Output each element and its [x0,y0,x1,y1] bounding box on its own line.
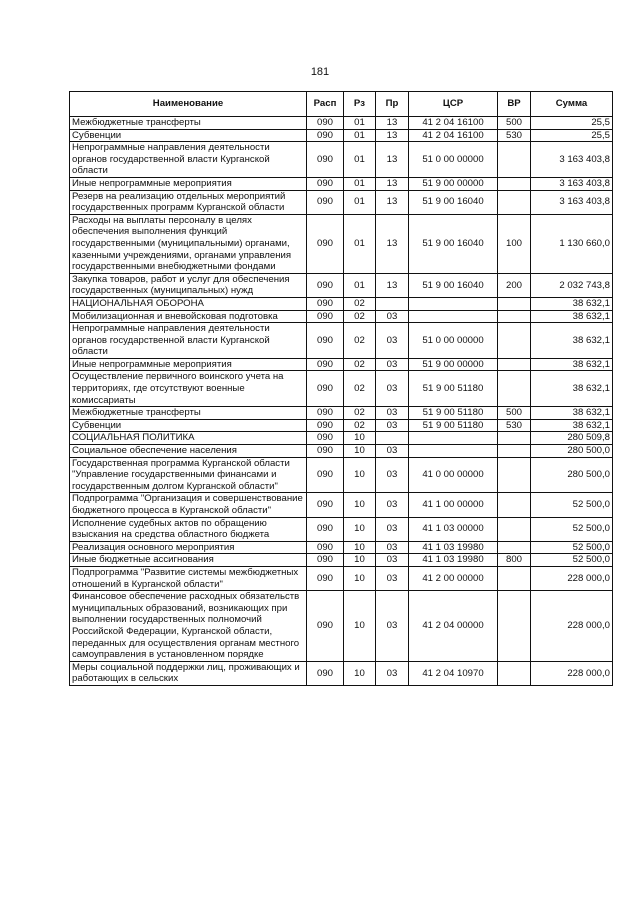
table-header-row [70,92,613,117]
cell-csr: 41 2 04 00000 [409,591,498,662]
cell-name: Иные непрограммные мероприятия [70,177,307,190]
cell-csr: 51 0 00 00000 [409,142,498,178]
cell-rasp: 090 [307,142,344,178]
cell-name: Межбюджетные трансферты [70,407,307,420]
cell-pr: 03 [376,371,409,407]
cell-vr [498,445,531,458]
cell-csr: 51 9 00 51180 [409,419,498,432]
cell-sum: 52 500,0 [531,517,613,541]
cell-sum: 280 500,0 [531,445,613,458]
cell-name: Непрограммные направления деятельности органов государственной власти Курганской области [70,323,307,359]
cell-name: Подпрограмма "Развитие системы межбюджетных отношений в Курганской области" [70,566,307,590]
cell-vr [498,323,531,359]
cell-sum: 38 632,1 [531,419,613,432]
cell-vr [498,661,531,685]
cell-vr [498,297,531,310]
cell-rz: 02 [344,419,376,432]
cell-name: Государственная программа Курганской области "Управление государственными финансами и государственным долгом Курганской области" [70,457,307,493]
cell-vr [498,493,531,517]
cell-rz: 10 [344,554,376,567]
cell-csr [409,445,498,458]
cell-rz: 01 [344,190,376,214]
table-row [70,129,613,142]
cell-vr [498,190,531,214]
cell-vr [498,177,531,190]
cell-rz: 01 [344,142,376,178]
cell-rz: 02 [344,371,376,407]
cell-csr: 41 2 04 10970 [409,661,498,685]
table-row [70,541,613,554]
table-row [70,493,613,517]
cell-vr [498,517,531,541]
cell-sum: 2 032 743,8 [531,273,613,297]
cell-rz: 10 [344,517,376,541]
cell-rz: 02 [344,323,376,359]
cell-sum: 228 000,0 [531,566,613,590]
cell-csr: 41 1 00 00000 [409,493,498,517]
cell-rasp: 090 [307,407,344,420]
table-row [70,142,613,178]
cell-rz: 02 [344,310,376,323]
cell-name: Иные непрограммные мероприятия [70,358,307,371]
cell-pr [376,297,409,310]
cell-rasp: 090 [307,541,344,554]
table-row [70,190,613,214]
page-number: 181 [310,66,330,78]
cell-csr: 51 9 00 51180 [409,371,498,407]
cell-name: Расходы на выплаты персоналу в целях обеспечения выполнения функций государственными (муниципальными) органами, казенными учреждениями, органами управления государственными внебюджетными фондами [70,214,307,273]
cell-pr: 03 [376,358,409,371]
cell-vr: 100 [498,214,531,273]
table-row [70,419,613,432]
cell-name: Мобилизационная и вневойсковая подготовка [70,310,307,323]
cell-vr: 530 [498,129,531,142]
cell-sum: 280 509,8 [531,432,613,445]
header-vr: ВР [498,92,531,117]
cell-sum: 3 163 403,8 [531,190,613,214]
cell-name: Резерв на реализацию отдельных мероприятий государственных программ Курганской области [70,190,307,214]
cell-name: Подпрограмма "Организация и совершенствование бюджетного процесса в Курганской области" [70,493,307,517]
cell-pr: 03 [376,554,409,567]
table-row [70,517,613,541]
cell-sum: 38 632,1 [531,323,613,359]
cell-vr: 500 [498,407,531,420]
cell-pr: 03 [376,457,409,493]
cell-rasp: 090 [307,297,344,310]
table-row [70,554,613,567]
cell-name: Меры социальной поддержки лиц, проживающих и работающих в сельских [70,661,307,685]
table-row [70,310,613,323]
cell-vr [498,371,531,407]
cell-vr: 500 [498,117,531,130]
cell-csr [409,432,498,445]
cell-rz: 10 [344,493,376,517]
cell-pr: 03 [376,591,409,662]
cell-csr: 51 9 00 00000 [409,177,498,190]
cell-name: Реализация основного мероприятия [70,541,307,554]
cell-sum: 38 632,1 [531,310,613,323]
table-row [70,177,613,190]
cell-rz: 10 [344,661,376,685]
table-row [70,117,613,130]
cell-vr [498,541,531,554]
cell-sum: 3 163 403,8 [531,177,613,190]
cell-rasp: 090 [307,310,344,323]
cell-rz: 02 [344,297,376,310]
cell-csr: 41 2 04 16100 [409,117,498,130]
cell-pr: 13 [376,214,409,273]
cell-name: Субвенции [70,129,307,142]
cell-pr: 13 [376,190,409,214]
header-sum: Сумма [531,92,613,117]
cell-name: Финансовое обеспечение расходных обязательств муниципальных образований, возникающих при выполнении государственных полномочий Российской Федерации, Курганской области, переданных для осуществления органам местного самоуправления в установленном порядке [70,591,307,662]
cell-rasp: 090 [307,661,344,685]
cell-rz: 02 [344,407,376,420]
cell-csr: 41 2 00 00000 [409,566,498,590]
cell-rz: 10 [344,445,376,458]
cell-csr: 51 9 00 00000 [409,358,498,371]
cell-sum: 1 130 660,0 [531,214,613,273]
cell-sum: 228 000,0 [531,591,613,662]
cell-vr: 530 [498,419,531,432]
cell-sum: 25,5 [531,129,613,142]
cell-name: Иные бюджетные ассигнования [70,554,307,567]
cell-rasp: 090 [307,190,344,214]
cell-csr: 41 2 04 16100 [409,129,498,142]
cell-rz: 02 [344,358,376,371]
cell-csr: 41 1 03 19980 [409,554,498,567]
cell-pr: 03 [376,310,409,323]
header-name: Наименование [70,92,307,117]
cell-csr: 51 9 00 51180 [409,407,498,420]
cell-rasp: 090 [307,445,344,458]
cell-rz: 01 [344,117,376,130]
table-row [70,566,613,590]
cell-sum: 38 632,1 [531,371,613,407]
cell-rasp: 090 [307,177,344,190]
cell-pr: 03 [376,445,409,458]
cell-vr [498,432,531,445]
cell-rasp: 090 [307,554,344,567]
cell-rasp: 090 [307,517,344,541]
cell-pr: 03 [376,323,409,359]
cell-vr [498,142,531,178]
cell-rasp: 090 [307,214,344,273]
cell-pr: 13 [376,177,409,190]
cell-sum: 280 500,0 [531,457,613,493]
cell-rasp: 090 [307,358,344,371]
cell-rasp: 090 [307,371,344,407]
cell-vr [498,310,531,323]
cell-pr: 03 [376,517,409,541]
budget-table [69,91,613,686]
table-row [70,323,613,359]
cell-vr: 200 [498,273,531,297]
table-row [70,297,613,310]
cell-pr: 03 [376,566,409,590]
cell-pr: 13 [376,117,409,130]
cell-rz: 10 [344,566,376,590]
table-row [70,273,613,297]
cell-rasp: 090 [307,129,344,142]
cell-rz: 10 [344,457,376,493]
cell-rasp: 090 [307,273,344,297]
cell-rz: 01 [344,129,376,142]
cell-pr: 03 [376,541,409,554]
cell-pr: 03 [376,661,409,685]
cell-pr [376,432,409,445]
cell-rasp: 090 [307,432,344,445]
header-csr: ЦСР [409,92,498,117]
table-row [70,371,613,407]
table-row [70,432,613,445]
cell-pr: 13 [376,273,409,297]
cell-sum: 38 632,1 [531,297,613,310]
cell-rasp: 090 [307,566,344,590]
cell-sum: 25,5 [531,117,613,130]
cell-rz: 01 [344,214,376,273]
cell-pr: 03 [376,493,409,517]
cell-sum: 228 000,0 [531,661,613,685]
cell-sum: 52 500,0 [531,554,613,567]
cell-vr [498,566,531,590]
cell-rasp: 090 [307,457,344,493]
cell-rz: 10 [344,432,376,445]
cell-sum: 52 500,0 [531,493,613,517]
table-row [70,214,613,273]
cell-pr: 03 [376,419,409,432]
cell-vr [498,591,531,662]
table-row [70,358,613,371]
cell-name: СОЦИАЛЬНАЯ ПОЛИТИКА [70,432,307,445]
cell-vr [498,358,531,371]
cell-rasp: 090 [307,419,344,432]
cell-csr [409,310,498,323]
cell-name: Исполнение судебных актов по обращению взыскания на средства областного бюджета [70,517,307,541]
table-row [70,661,613,685]
cell-name: Социальное обеспечение населения [70,445,307,458]
cell-sum: 38 632,1 [531,407,613,420]
cell-rz: 01 [344,177,376,190]
cell-csr: 41 0 00 00000 [409,457,498,493]
cell-pr: 13 [376,142,409,178]
table-row [70,407,613,420]
cell-csr [409,297,498,310]
cell-rz: 10 [344,541,376,554]
cell-name: Осуществление первичного воинского учета на территориях, где отсутствуют военные комиссариаты [70,371,307,407]
cell-rasp: 090 [307,117,344,130]
cell-name: Межбюджетные трансферты [70,117,307,130]
cell-vr: 800 [498,554,531,567]
cell-csr: 41 1 03 19980 [409,541,498,554]
cell-name: Субвенции [70,419,307,432]
cell-name: НАЦИОНАЛЬНАЯ ОБОРОНА [70,297,307,310]
cell-csr: 51 0 00 00000 [409,323,498,359]
header-rz: Рз [344,92,376,117]
cell-rasp: 090 [307,591,344,662]
cell-csr: 51 9 00 16040 [409,214,498,273]
cell-vr [498,457,531,493]
cell-rz: 10 [344,591,376,662]
cell-csr: 51 9 00 16040 [409,273,498,297]
cell-csr: 41 1 03 00000 [409,517,498,541]
table-row [70,591,613,662]
cell-rasp: 090 [307,323,344,359]
cell-sum: 52 500,0 [531,541,613,554]
cell-pr: 03 [376,407,409,420]
cell-pr: 13 [376,129,409,142]
header-pr: Пр [376,92,409,117]
header-rasp: Расп [307,92,344,117]
cell-rasp: 090 [307,493,344,517]
table-row [70,445,613,458]
table-body [70,117,613,686]
cell-name: Непрограммные направления деятельности органов государственной власти Курганской области [70,142,307,178]
cell-rz: 01 [344,273,376,297]
cell-sum: 3 163 403,8 [531,142,613,178]
cell-csr: 51 9 00 16040 [409,190,498,214]
cell-sum: 38 632,1 [531,358,613,371]
cell-name: Закупка товаров, работ и услуг для обеспечения государственных (муниципальных) нужд [70,273,307,297]
table-row [70,457,613,493]
